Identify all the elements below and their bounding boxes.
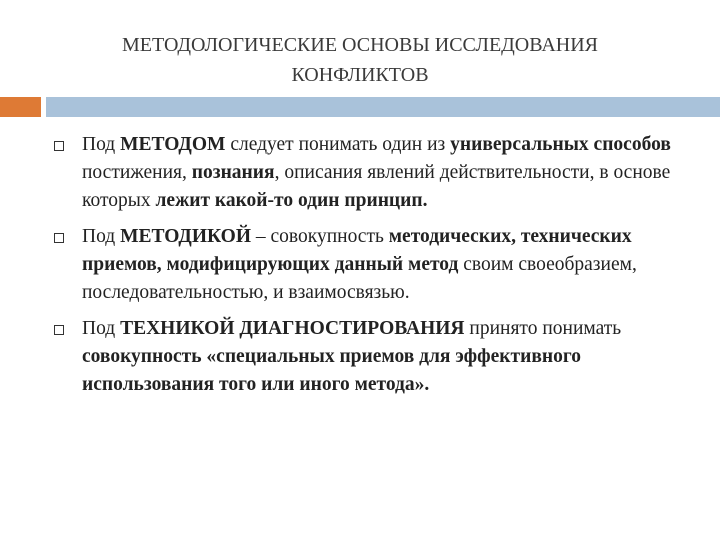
list-item-text: Под ТЕХНИКОЙ ДИАГНОСТИРОВАНИЯ принято понимать совокупность «специальных приемов для эффективного использования того или иного метода». <box>82 318 622 395</box>
divider-bar <box>46 97 720 117</box>
square-bullet-icon <box>54 141 64 151</box>
list-item-text: Под МЕТОДИКОЙ – совокупность методических, технических приемов, модифицирующих данный метод своим своеобразием, последовательностью, и взаимосвязью. <box>82 226 637 303</box>
list-item-text: Под МЕТОДОМ следует понимать один из универсальных способов постижения, познания, описания явлений действительности, в основе которых лежит какой-то один принцип. <box>82 134 671 211</box>
list-item-method <box>52 131 692 215</box>
slide-title-line-1: МЕТОДОЛОГИЧЕСКИЕ ОСНОВЫ ИССЛЕДОВАНИЯ <box>122 34 598 56</box>
square-bullet-icon <box>54 233 64 243</box>
list-item-diagnostic-technique <box>52 315 692 399</box>
square-bullet-icon <box>54 325 64 335</box>
list-item-methodology <box>52 223 692 307</box>
bullet-list <box>52 131 692 407</box>
title-divider <box>0 97 720 117</box>
divider-accent-block <box>0 97 41 117</box>
slide-title-line-2: КОНФЛИКТОВ <box>291 64 429 86</box>
slide-title <box>20 30 700 90</box>
